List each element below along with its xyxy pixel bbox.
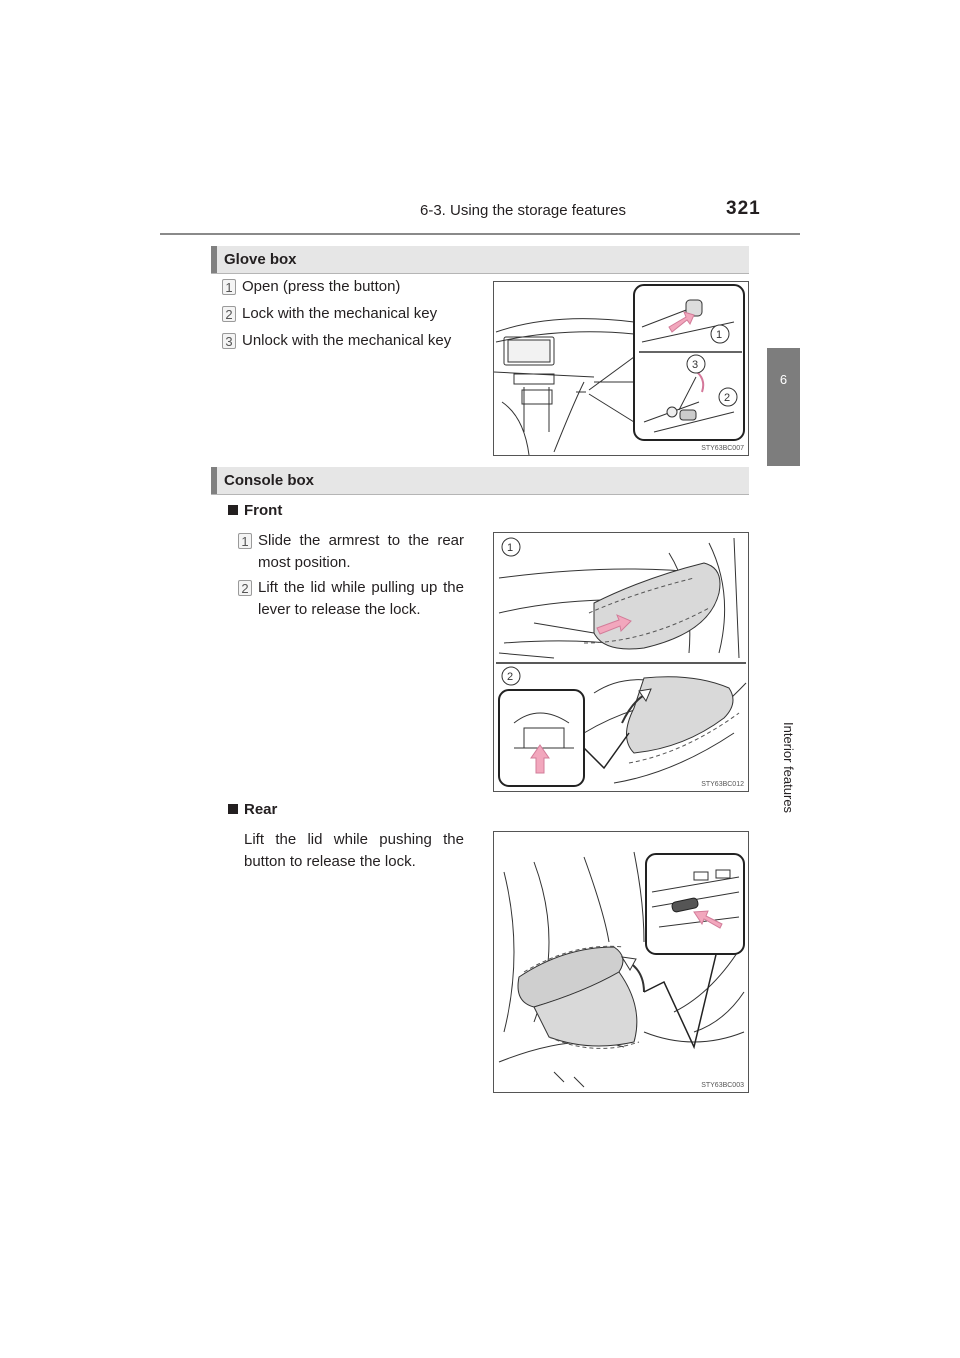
- callout-1: 1: [507, 542, 514, 554]
- callout-1: 1: [716, 329, 723, 341]
- console-rear-drawing: [494, 832, 748, 1092]
- glove-box-drawing: [494, 282, 748, 455]
- step-number-badge: 3: [222, 333, 236, 349]
- page-number: 321: [726, 198, 761, 219]
- figure-code: STY63BC007: [701, 445, 744, 452]
- section-accent: [211, 246, 217, 273]
- section-accent: [211, 467, 217, 494]
- chapter-tab: [767, 348, 800, 466]
- sub-heading-text: Rear: [244, 801, 278, 818]
- step-text: Lift the lid while pulling up the lever to release the lock.: [258, 579, 464, 618]
- square-bullet-icon: [228, 804, 238, 814]
- chapter-title: Interior features: [781, 722, 796, 814]
- sub-heading-front: [228, 502, 282, 519]
- step-text: Slide the armrest to the rear most position.: [258, 532, 464, 571]
- step-number-badge: 1: [238, 533, 252, 549]
- figure-code: STY63BC012: [701, 781, 744, 788]
- section-bar-console-box: [211, 467, 749, 495]
- section-bar-glove-box: [211, 246, 749, 274]
- step-text: Open (press the button): [242, 278, 401, 295]
- console-front-illustration: [493, 532, 749, 792]
- sub-heading-text: Front: [244, 502, 283, 519]
- step-text: Lock with the mechanical key: [242, 305, 438, 322]
- square-bullet-icon: [228, 505, 238, 515]
- chapter-number: 6: [779, 372, 788, 387]
- rear-instruction-text: Lift the lid while pushing the button to release the lock.: [244, 831, 464, 870]
- callout-3: 3: [692, 359, 699, 371]
- step-text: Unlock with the mechanical key: [242, 332, 452, 349]
- callout-2: 2: [507, 671, 514, 683]
- glove-box-illustration: [493, 281, 749, 456]
- sub-heading-rear: [228, 801, 277, 818]
- section-title: Console box: [224, 472, 315, 489]
- callout-2: 2: [724, 392, 731, 404]
- figure-code: STY63BC003: [701, 1082, 744, 1089]
- section-title: Glove box: [224, 251, 297, 268]
- console-rear-illustration: [493, 831, 749, 1093]
- step-number-badge: 1: [222, 279, 236, 295]
- step-number-badge: 2: [238, 580, 252, 596]
- running-header: 6-3. Using the storage features: [420, 202, 626, 219]
- console-front-drawing: [494, 533, 748, 791]
- header-rule: [160, 233, 800, 235]
- step-number-badge: 2: [222, 306, 236, 322]
